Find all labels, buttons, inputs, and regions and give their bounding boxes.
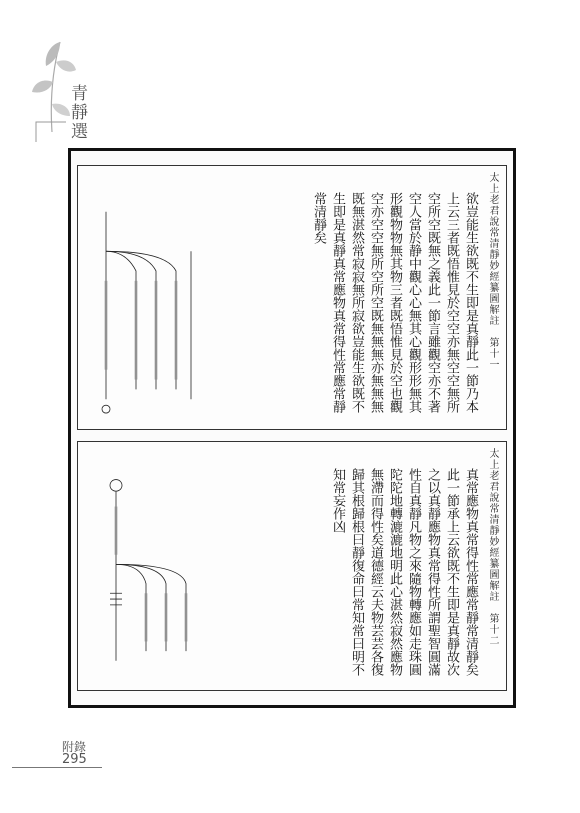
scanned-page (68, 148, 516, 708)
running-head-bottom: 太上老君說常清靜妙經纂圖解註 第十二 (487, 448, 498, 646)
brand-text: 青靜選 (67, 84, 87, 141)
footer-divider (12, 767, 102, 768)
running-head-top: 太上老君說常清靜妙經纂圖解註 第十一 (487, 172, 498, 370)
footer-section-label: 附錄 (62, 740, 87, 754)
commentary-diagram-top (86, 192, 206, 419)
brand-logo (22, 22, 87, 142)
commentary-diagram-bottom (86, 468, 206, 680)
scan-panel-bottom (77, 441, 507, 691)
scan-panel-top (77, 165, 507, 430)
scripture-text-bottom: 真常應物真常得性常應常靜常清靜矣此一節承上云欲既不生即是真靜故次之以真靜應物真常得性所謂聖智圓滿性自真靜凡物之來隨物轉應如走珠圓陀陀地轉漉漉地明此心湛然寂然應物無滯而得性矣道德經云夫物芸芸各復歸其根歸根曰靜復命曰常知常曰明不知常妄作凶 (330, 468, 478, 676)
scripture-text-top: 欲豈能生欲既不生即是真靜此一節乃本上云三者既悟惟見於空空亦無空空無所空所空既無之義此一節言雖觀空亦不著空人當於静中觀心心無其心觀形形無其形觀物物無其物三者既悟惟見於空也觀空亦空空無所空所空既無無無亦無無無既無湛然常寂寂無所寂欲豈能生欲既不生即是真靜真常應物真常得性常應常靜常清靜矣 (311, 192, 478, 413)
page-number: 295 (62, 752, 87, 767)
